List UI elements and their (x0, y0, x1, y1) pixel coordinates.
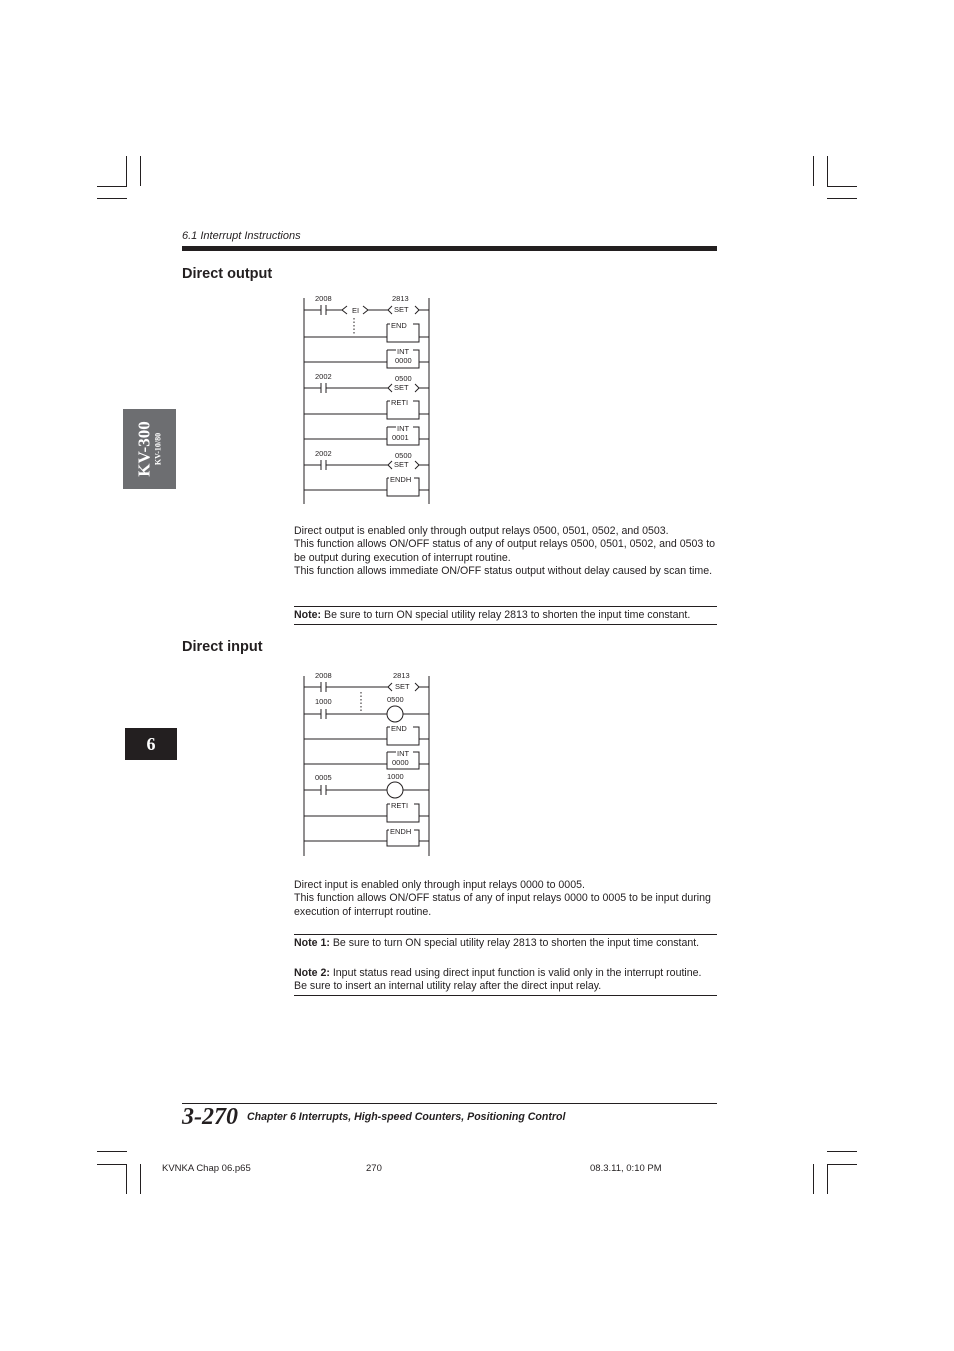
paragraph: This function allows ON/OFF status of any of input relays 0000 to 0005 to be input during execution of interrupt routine. (294, 892, 711, 918)
file-timestamp: 08.3.11, 0:10 PM (590, 1163, 662, 1174)
do-int-number: 0000 (395, 356, 412, 365)
direct-input-description (294, 879, 719, 919)
di-end-label: END (391, 724, 407, 733)
do-endh-label: ENDH (390, 475, 412, 484)
di-coil (387, 782, 403, 798)
note-text: Input status read using direct input function is valid only in the interrupt routine. Be sure to insert an internal utility relay after the direct input relay. (294, 967, 702, 993)
crop-mark (97, 1151, 127, 1152)
direct-input-note-2 (294, 967, 717, 994)
paragraph: Direct input is enabled only through input relays 0000 to 0005. (294, 879, 585, 891)
do-set-label: SET (394, 460, 409, 469)
do-set-label: SET (394, 383, 409, 392)
do-reti-label: RETI (391, 398, 409, 407)
direct-input-ladder-diagram (295, 668, 440, 858)
do-contact-label: 2002 (315, 372, 332, 381)
note-rule (294, 995, 717, 996)
paragraph: This function allows immediate ON/OFF status output without delay caused by scan time. (294, 565, 713, 578)
note-rule (294, 606, 717, 607)
model-side-tab (123, 409, 176, 489)
di-reti-label: RETI (391, 801, 409, 810)
chapter-tab: 6 (125, 728, 177, 760)
do-int-number: 0001 (392, 433, 409, 442)
paragraph: This function allows ON/OFF status of any of output relays 0500, 0501, 0502, and 0503 to be output during execution of interrupt routine. (294, 538, 716, 564)
crop-mark (827, 1164, 857, 1165)
crop-mark (126, 1164, 127, 1194)
crop-mark (140, 156, 141, 186)
file-name: KVNKA Chap 06.p65 (162, 1163, 251, 1174)
di-contact-label: 1000 (315, 697, 332, 706)
do-output-label: 0500 (395, 374, 412, 383)
do-contact-label: 2008 (315, 294, 332, 303)
di-int-number: 0000 (392, 758, 409, 767)
header-rule (182, 246, 717, 251)
crop-mark (126, 156, 127, 186)
di-contact-label: 0005 (315, 773, 332, 782)
paragraph: Direct output is enabled only through output relays 0500, 0501, 0502, and 0503. (294, 525, 669, 537)
do-ei-label: EI (352, 306, 360, 315)
crop-mark (140, 1164, 141, 1194)
do-contact-label: 2002 (315, 449, 332, 458)
do-set-label: SET (394, 305, 409, 314)
crop-mark (827, 1151, 857, 1152)
do-relay-label: 2813 (392, 294, 409, 303)
di-relay-label: 2813 (393, 671, 410, 680)
do-int-label: INT (397, 424, 410, 433)
note-label: Note 1: (294, 937, 330, 949)
crop-mark (827, 156, 828, 186)
footer-rule (182, 1103, 717, 1104)
di-set-label: SET (395, 682, 410, 691)
note-rule (294, 624, 717, 625)
direct-output-note (294, 609, 717, 622)
direct-output-heading: Direct output (182, 266, 273, 282)
crop-mark (813, 156, 814, 186)
note-rule (294, 934, 717, 935)
crop-mark (97, 186, 127, 187)
direct-output-ladder-diagram (295, 290, 440, 506)
note-text: Be sure to turn ON special utility relay 2813 to shorten the input time constant. (321, 609, 691, 621)
direct-input-note-1 (294, 937, 717, 950)
crop-mark (827, 198, 857, 199)
section-reference: 6.1 Interrupt Instructions (182, 230, 301, 242)
do-end-label: END (391, 321, 407, 330)
di-output-label: 1000 (387, 772, 404, 781)
direct-output-description (294, 525, 719, 579)
crop-mark (813, 1164, 814, 1194)
model-label: KV-300 (134, 421, 154, 477)
note-text: Be sure to turn ON special utility relay 2813 to shorten the input time constant. (329, 937, 700, 949)
page-number: 3-270 (182, 1104, 238, 1130)
crop-mark (827, 1164, 828, 1194)
file-page: 270 (366, 1163, 382, 1174)
do-int-label: INT (397, 347, 410, 356)
di-output-label: 0500 (387, 695, 404, 704)
di-contact-label: 2008 (315, 671, 332, 680)
crop-mark (97, 198, 127, 199)
note-label: Note: (294, 609, 322, 621)
di-coil (387, 706, 403, 722)
direct-input-heading: Direct input (182, 639, 263, 655)
sub-model-label: KV-10/80 (153, 432, 163, 466)
di-int-label: INT (397, 749, 410, 758)
crop-mark (97, 1164, 127, 1165)
di-endh-label: ENDH (390, 827, 412, 836)
chapter-title: Chapter 6 Interrupts, High-speed Counters, Positioning Control (247, 1111, 566, 1123)
do-output-label: 0500 (395, 451, 412, 460)
crop-mark (827, 186, 857, 187)
note-label: Note 2: (294, 967, 330, 979)
